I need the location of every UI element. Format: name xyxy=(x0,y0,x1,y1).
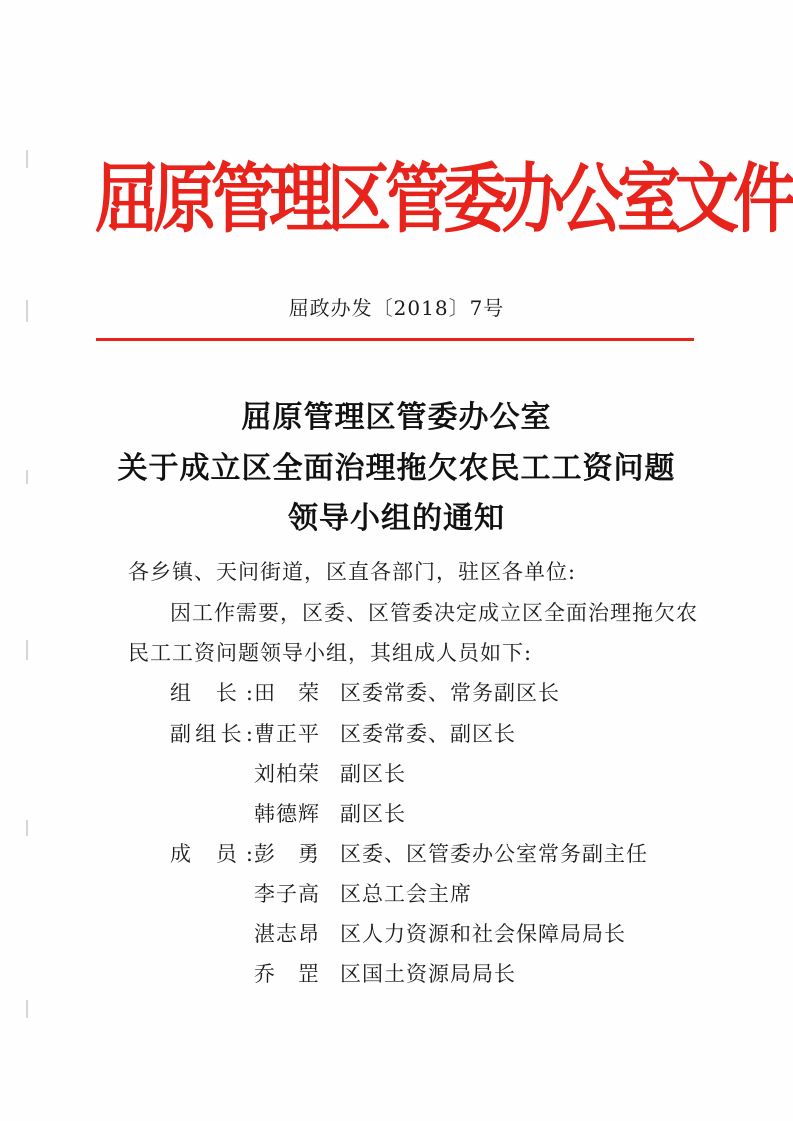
member-name: 刘柏荣 xyxy=(254,762,320,786)
paragraph-line-1: 因工作需要，区委、区管委决定成立区全面治理拖欠农 xyxy=(170,601,698,625)
member-role: 副组长: xyxy=(170,722,254,746)
member-position: 区委、区管委办公室常务副主任 xyxy=(340,842,648,866)
member-position: 副区长 xyxy=(340,802,406,826)
member-name: 曹正平 xyxy=(254,722,320,746)
scan-mark xyxy=(26,640,28,660)
member-name: 湛志昂 xyxy=(254,922,320,946)
scan-mark xyxy=(26,150,28,168)
member-position: 区委常委、副区长 xyxy=(340,722,516,746)
document-number: 屈政办发〔2018〕7号 xyxy=(288,296,505,320)
title-line-3: 领导小组的通知 xyxy=(288,501,505,536)
member-name: 田 荣 xyxy=(254,681,320,705)
member-position: 区人力资源和社会保障局局长 xyxy=(340,922,626,946)
member-name: 乔 罡 xyxy=(254,962,320,986)
member-name: 韩德辉 xyxy=(254,802,320,826)
member-name: 李子高 xyxy=(254,882,320,906)
scan-mark xyxy=(26,1000,28,1018)
title-line-2: 关于成立区全面治理拖欠农民工工资问题 xyxy=(117,451,676,486)
member-position: 区总工会主席 xyxy=(340,882,472,906)
member-role: 组 长: xyxy=(170,681,254,705)
title-line-1: 屈原管理区管委办公室 xyxy=(241,400,552,435)
member-position: 区国土资源局局长 xyxy=(340,962,516,986)
member-position: 区委常委、常务副区长 xyxy=(340,681,560,705)
salutation: 各乡镇、天问街道，区直各部门，驻区各单位: xyxy=(128,560,577,584)
paragraph-line-2: 民工工资问题领导小组，其组成人员如下: xyxy=(128,641,533,665)
member-role: 成 员: xyxy=(170,842,254,866)
red-divider-line xyxy=(96,338,694,341)
document-masthead: 屈原管理区管委办公室文件 xyxy=(95,156,791,244)
member-position: 副区长 xyxy=(340,762,406,786)
scan-mark xyxy=(26,820,28,836)
member-name: 彭 勇 xyxy=(254,842,320,866)
